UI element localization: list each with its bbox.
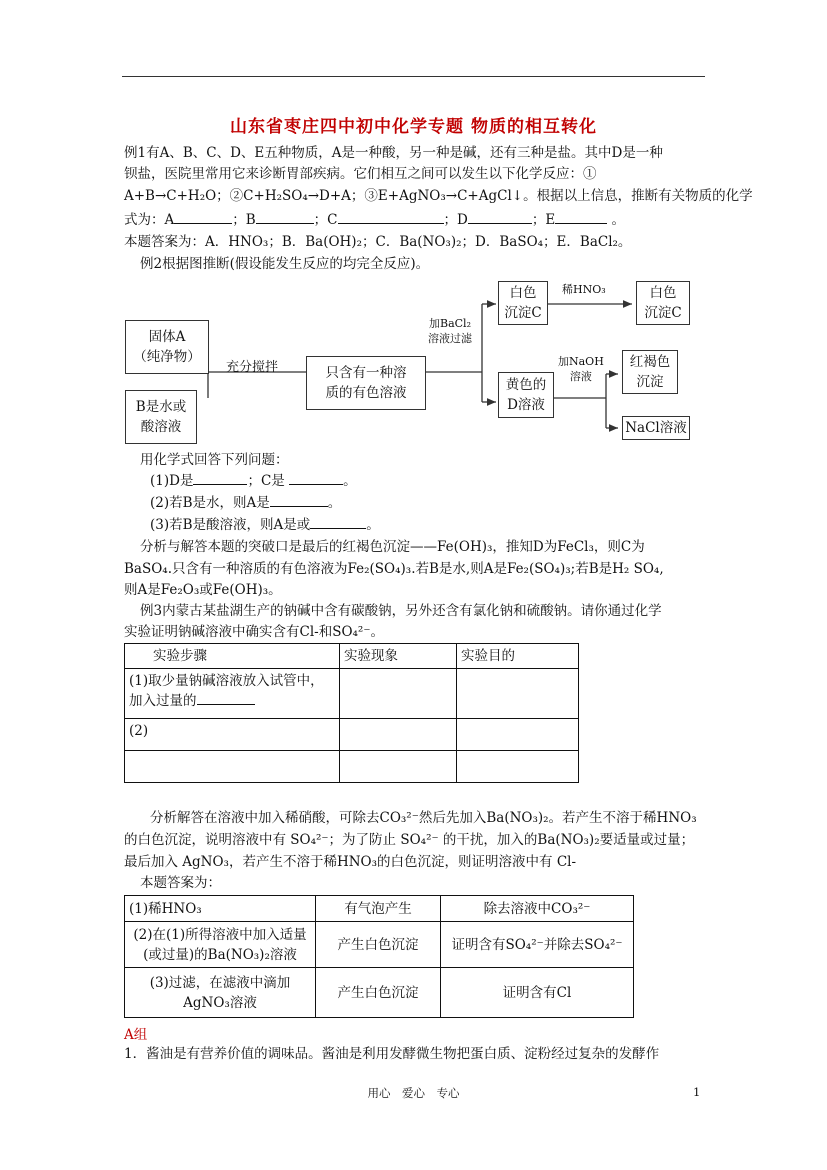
ex2-q2 bbox=[150, 493, 341, 513]
footer-motto: 用心 爱心 专心 bbox=[367, 1086, 460, 1100]
th-steps: 实验步骤 bbox=[125, 644, 340, 669]
ex2-analysis-1: 分析与解答本题的突破口是最后的红褐色沉淀——Fe(OH)₃，推知D为FeCl₃，则C为 bbox=[140, 539, 645, 555]
table1-row3-step[interactable] bbox=[125, 751, 340, 783]
ex1-blank-d-label: ；D bbox=[443, 212, 468, 228]
hno3-label: 稀HNO₃ bbox=[562, 283, 606, 296]
answer-row3-phenomenon: 产生白色沉淀 bbox=[316, 968, 441, 1018]
ex1-blank-b-label: ；B bbox=[232, 212, 256, 228]
th-purpose: 实验目的 bbox=[457, 644, 579, 669]
table1-row2-phenomenon[interactable] bbox=[340, 719, 457, 751]
answer-table bbox=[124, 895, 634, 1018]
solid-a-box: 固体A （纯净物） bbox=[125, 320, 209, 374]
ex2-q2-label: (2)若B是水，则A是 bbox=[150, 495, 270, 511]
answer-row3-purpose: 证明含有Cl bbox=[441, 968, 634, 1018]
group-a-heading: A组 bbox=[124, 1027, 148, 1043]
ex2-q3-end: 。 bbox=[366, 517, 380, 533]
table1-row3-purpose[interactable] bbox=[457, 751, 579, 783]
ex1-line-2: 钡盐，医院里常用它来诊断胃部疾病。它们相互之间可以发生以下化学反应：① bbox=[124, 166, 597, 182]
ex1-blank-b[interactable] bbox=[256, 210, 314, 224]
experiment-table bbox=[124, 643, 579, 783]
ex2-q3-blank[interactable] bbox=[310, 515, 366, 529]
flow-diagram bbox=[122, 276, 702, 446]
ex1-answer: 本题答案为：A．HNO₃；B．Ba(OH)₂；C．Ba(NO₃)₂；D．BaSO₄；E．BaCl₂。 bbox=[124, 234, 632, 250]
white-precipitate-c-box-2: 白色 沉淀C bbox=[636, 281, 690, 325]
ex2-q1-blank-d[interactable] bbox=[193, 471, 247, 485]
header-rule bbox=[122, 76, 705, 77]
answer-row2-step: (2)在(1)所得溶液中加入适量(或过量)的Ba(NO₃)₂溶液 bbox=[125, 922, 316, 968]
ex2-q1-blank-c[interactable] bbox=[289, 471, 343, 485]
ex1-blank-d[interactable] bbox=[468, 210, 532, 224]
ex2-q1-label: (1)D是 bbox=[150, 473, 194, 489]
red-brown-box: 红褐色 沉淀 bbox=[622, 350, 678, 394]
ex1-blank-c[interactable] bbox=[338, 210, 444, 224]
ex2-q3 bbox=[150, 515, 380, 535]
ex2-analysis-3: 则A是Fe₂O₃或Fe(OH)₃。 bbox=[124, 582, 282, 598]
ex1-blank-a[interactable] bbox=[174, 210, 232, 224]
table1-row1-step bbox=[125, 669, 340, 719]
table1-row1-phenomenon[interactable] bbox=[340, 669, 457, 719]
ex1-blank-e[interactable] bbox=[555, 210, 607, 224]
table1-row2-purpose[interactable] bbox=[457, 719, 579, 751]
ex2-analysis-2: BaSO₄.只含有一种溶质的有色溶液为Fe₂(SO₄)₃.若B是水,则A是Fe₂(SO₄)₃;若B是H₂ SO₄, bbox=[124, 561, 664, 577]
stir-label: 充分搅拌 bbox=[226, 360, 279, 375]
ex1-blank-e-label: ；E bbox=[531, 212, 556, 228]
bacl2-label: 加BaCl₂ 溶液过滤 bbox=[428, 317, 472, 345]
ex3-analysis-3: 最后加入 AgNO₃，若产生不溶于稀HNO₃的白色沉淀，则证明溶液中有 Cl- bbox=[124, 854, 577, 870]
ex3-line-2: 实验证明钠碱溶液中确实含有Cl-和SO₄²⁻。 bbox=[124, 624, 384, 640]
ex2-intro: 例2根据图推断(假设能发生反应的均完全反应)。 bbox=[140, 256, 430, 272]
answer-row1-purpose: 除去溶液中CO₃²⁻ bbox=[441, 896, 634, 922]
answer-row1-phenomenon: 有气泡产生 bbox=[316, 896, 441, 922]
table1-row1-text: (1)取少量钠碱溶液放入试管中，加入过量的 bbox=[129, 673, 324, 709]
yellow-d-box: 黄色的 D溶液 bbox=[498, 372, 554, 418]
ex2-q1 bbox=[150, 471, 357, 491]
ex1-blank-a-label: 式为：A bbox=[124, 212, 175, 228]
table1-row1-purpose[interactable] bbox=[457, 669, 579, 719]
ex2-q2-blank[interactable] bbox=[270, 493, 328, 507]
ex2-q3-label: (3)若B是酸溶液，则A是或 bbox=[150, 517, 311, 533]
b-water-box: B是水或 酸溶液 bbox=[125, 390, 197, 444]
answer-row3-step: (3)过滤，在滤液中滴加AgNO₃溶液 bbox=[125, 968, 316, 1018]
nacl-box: NaCl溶液 bbox=[622, 416, 690, 440]
answer-row2-phenomenon: 产生白色沉淀 bbox=[316, 922, 441, 968]
ex2-q1-c-label: ；C是 bbox=[247, 473, 285, 489]
answer-row1-step: (1)稀HNO₃ bbox=[125, 896, 316, 922]
table1-row3-phenomenon[interactable] bbox=[340, 751, 457, 783]
white-precipitate-c-box-1: 白色 沉淀C bbox=[498, 281, 548, 325]
table1-row1-blank[interactable] bbox=[197, 691, 255, 705]
ex2-q1-end: 。 bbox=[343, 473, 357, 489]
ex1-line-3: A+B→C+H₂O；②C+H₂SO₄→D+A；③E+AgNO₃→C+AgCl↓。根据以上信息，推断有关物质的化学 bbox=[124, 188, 753, 204]
ex1-line-1: 例1有A、B、C、D、E五种物质，A是一种酸，另一种是碱，还有三种是盐。其中D是一种 bbox=[124, 145, 663, 161]
ex3-analysis-1: 分析解答在溶液中加入稀硝酸，可除去CO₃²⁻然后先加入Ba(NO₃)₂。若产生不溶于稀HNO₃ bbox=[150, 810, 697, 826]
ex3-analysis-2: 的白色沉淀，说明溶液中有 SO₄²⁻；为了防止 SO₄²⁻ 的干扰，加入的Ba(NO₃)₂要适量或过量； bbox=[124, 832, 695, 848]
page-title: 山东省枣庄四中初中化学专题 物质的相互转化 bbox=[230, 117, 597, 137]
ex2-q-intro: 用化学式回答下列问题： bbox=[140, 452, 289, 468]
ex3-line-1: 例3内蒙古某盐湖生产的钠碱中含有碳酸钠，另外还含有氯化钠和硫酸钠。请你通过化学 bbox=[140, 603, 662, 619]
table1-row2-step[interactable]: (2) bbox=[125, 719, 340, 751]
naoh-label: 加NaOH 溶液 bbox=[558, 355, 604, 383]
answer-row2-purpose: 证明含有SO₄²⁻并除去SO₄²⁻ bbox=[441, 922, 634, 968]
colored-solution-box: 只含有一种溶 质的有色溶液 bbox=[306, 356, 426, 410]
question-1-text: 1．酱油是有营养价值的调味品。酱油是利用发酵微生物把蛋白质、淀粉经过复杂的发酵作 bbox=[124, 1046, 660, 1062]
ex1-line-4 bbox=[124, 210, 625, 230]
th-phenomenon: 实验现象 bbox=[340, 644, 457, 669]
ex3-answer-intro: 本题答案为： bbox=[140, 875, 221, 891]
ex2-q2-end: 。 bbox=[327, 495, 342, 511]
page-number: 1 bbox=[693, 1085, 701, 1099]
ex1-blank-c-label: ；C bbox=[313, 212, 338, 228]
ex1-line-4-end: 。 bbox=[611, 212, 625, 228]
